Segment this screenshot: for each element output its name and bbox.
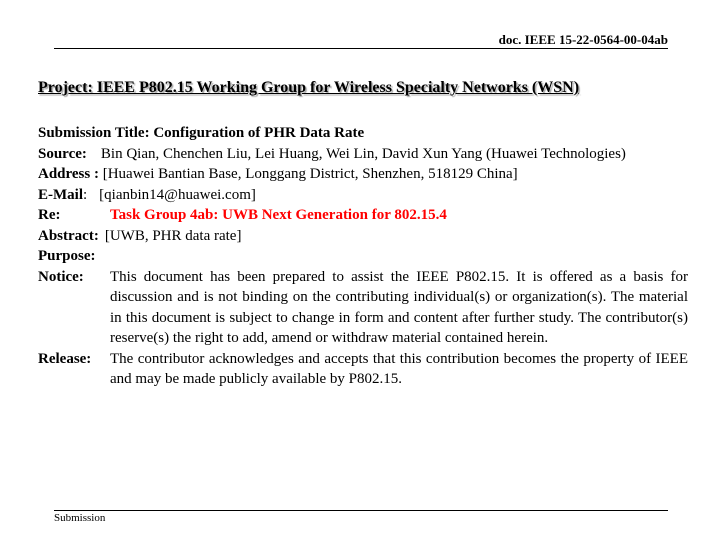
email-line (38, 185, 688, 206)
email-label: E-Mail (38, 186, 83, 203)
notice-text: This document has been prepared to assist the IEEE P802.15. It is offered as a basis for discussion and is not binding on the contributing individual(s) or organization(s). The material in this document is subject to change in form and content after further study. The contributor(s) reserve(s) the right to add, amend or withdraw material contained herein. (110, 268, 688, 346)
document-id: doc. IEEE 15-22-0564-00-04ab (498, 32, 668, 47)
notice-label: Notice: (38, 268, 84, 285)
re-label: Re: (38, 207, 61, 223)
re-value: Task Group 4ab: UWB Next Generation for 802.15.4 (110, 207, 447, 223)
source-line (38, 144, 688, 165)
email-value: [qianbin14@huawei.com] (99, 186, 256, 203)
footer-label: Submission (54, 512, 106, 524)
address-line (38, 164, 688, 185)
email-colon: : (83, 186, 88, 203)
submission-fields (38, 123, 688, 390)
project-title: Project: IEEE P802.15 Working Group for Wireless Specialty Networks (WSN) (38, 79, 580, 96)
submission-title: Submission Title: Configuration of PHR Data Rate (38, 125, 365, 141)
release-text: The contributor acknowledges and accepts that this contribution becomes the property of IEEE and may be made publicly available by P802.15. (110, 350, 688, 387)
header-divider (54, 48, 668, 49)
notice-block (38, 267, 688, 349)
re-line (38, 205, 688, 226)
source-label: Source: (38, 145, 87, 162)
footer-divider (54, 510, 668, 511)
purpose-label: Purpose: (38, 248, 96, 264)
abstract-label: Abstract: (38, 227, 99, 244)
release-label: Release: (38, 350, 92, 367)
release-block (38, 349, 688, 390)
abstract-line (38, 226, 688, 247)
source-value: Bin Qian, Chenchen Liu, Lei Huang, Wei Lin, David Xun Yang (Huawei Technologies) (100, 145, 626, 162)
address-label: Address : (38, 166, 99, 182)
address-value: [Huawei Bantian Base, Longgang District, Shenzhen, 518129 China] (102, 166, 518, 182)
abstract-value: [UWB, PHR data rate] (104, 227, 242, 244)
